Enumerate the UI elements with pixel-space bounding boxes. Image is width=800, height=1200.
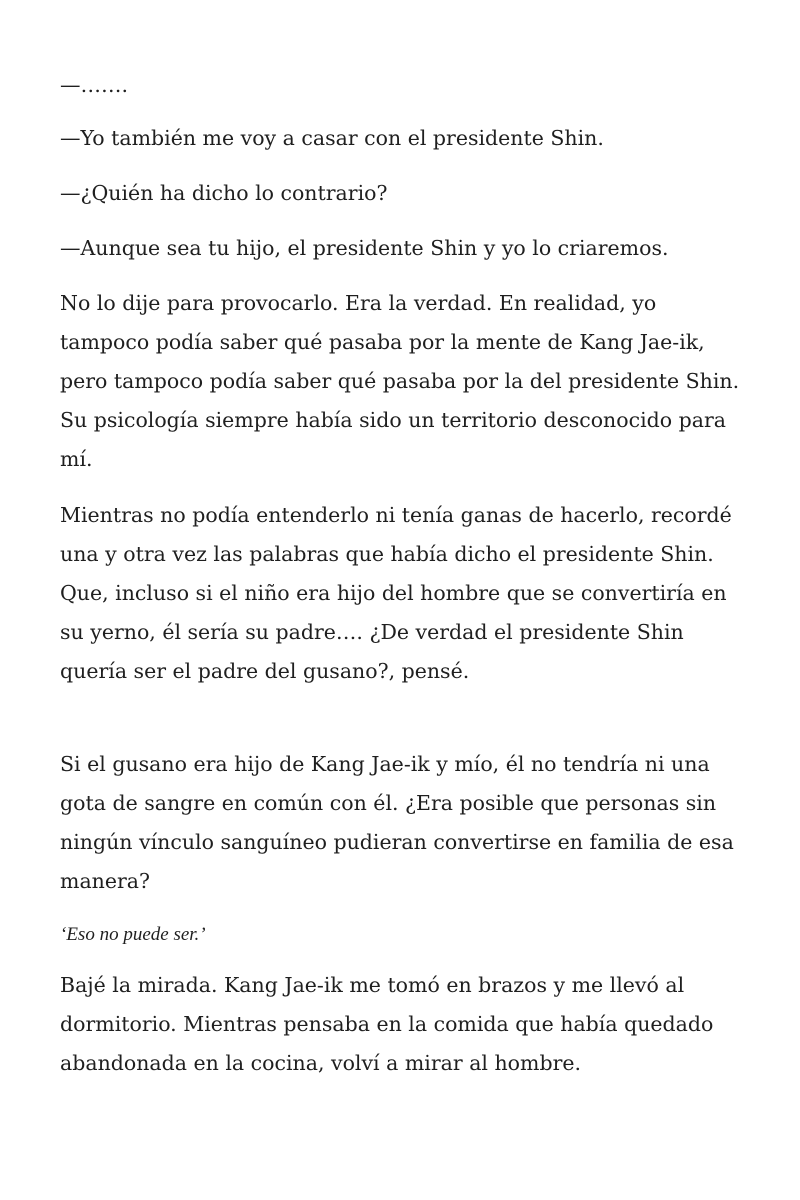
- narrative-paragraph-truth: No lo dije para provocarlo. Era la verdad. En realidad, yo tampoco podía saber qué pasaba por la mente de Kang Jae-ik, pero tampoco podía saber qué pasaba por la del presidente Shin. Su psicología siempre había sido un territorio desconocido para mí.: [60, 291, 740, 471]
- narrative-paragraph-bedroom: Bajé la mirada. Kang Jae-ik me tomó en brazos y me llevó al dormitorio. Mientras pensaba en la comida que había quedado abandonada en la cocina, volví a mirar al hombre.: [60, 973, 714, 1075]
- dialogue-line-raise-child: —Aunque sea tu hijo, el presidente Shin y yo lo criaremos.: [60, 236, 669, 260]
- dialogue-line-question: —¿Quién ha dicho lo contrario?: [60, 181, 388, 205]
- inner-thought: ‘Eso no puede ser.’: [60, 924, 206, 945]
- narrative-paragraph-words: Mientras no podía entenderlo ni tenía ganas de hacerlo, recordé una y otra vez las palabras que había dicho el presidente Shin. Que, incluso si el niño era hijo del hombre que se convertiría en su yerno, él sería su padre…. ¿De verdad el presidente Shin quería ser el padre del gusano?, pensé.: [60, 503, 732, 683]
- dialogue-line-ellipsis: —…….: [60, 73, 129, 97]
- narrative-paragraph-blood: Si el gusano era hijo de Kang Jae-ik y mío, él no tendría ni una gota de sangre en común con él. ¿Era posible que personas sin ningún vínculo sanguíneo pudieran convertirse en familia de esa manera?: [60, 752, 734, 893]
- dialogue-line-marriage: —Yo también me voy a casar con el presidente Shin.: [60, 126, 604, 150]
